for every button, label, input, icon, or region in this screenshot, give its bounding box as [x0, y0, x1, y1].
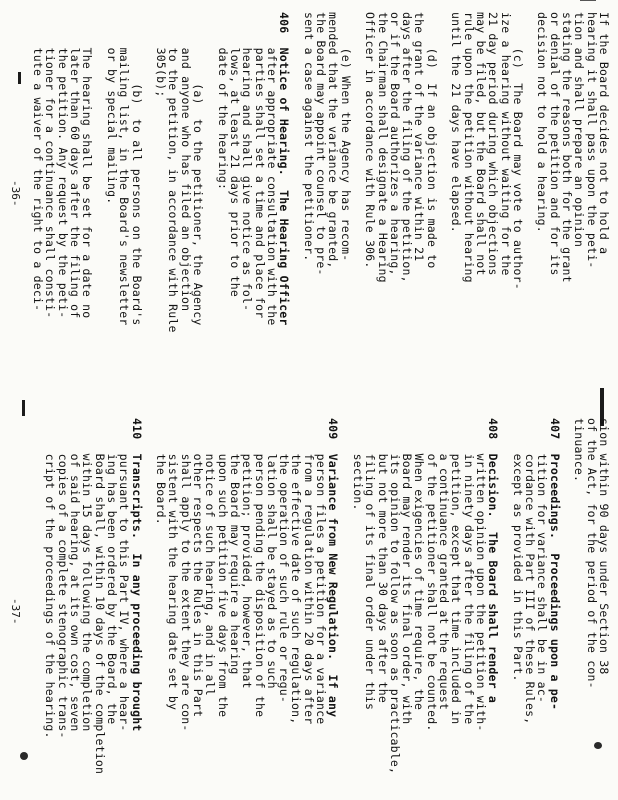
- left-page-text-line: hearing it shall pass upon the peti-: [584, 12, 599, 269]
- left-page-column: [0, 12, 618, 402]
- left-page-text-line: after appropriate consultation with the: [264, 12, 279, 326]
- right-page-text-line: except as provided in this Part.: [510, 418, 525, 682]
- right-page-text-line: sion within 90 days under Section 38: [597, 418, 611, 675]
- right-page-text-line: of the Act, for the period of the con-: [584, 418, 599, 689]
- right-page-text-line: its opinion to follow as soon as practicable,: [387, 418, 402, 775]
- left-page-text-line: (a) to the petitioner, the Agency: [191, 12, 206, 326]
- right-page-text-line: sistent with the hearing date set by: [166, 418, 181, 711]
- right-page-text-line: 408 Decision. The Board shall render a: [486, 418, 501, 703]
- left-page-text-line: mailing list, in the Board's newsletter: [117, 12, 132, 326]
- right-page-text-line: petition, except that time included in: [449, 418, 464, 725]
- left-page-text-line: until the 21 days have elapsed.: [449, 12, 464, 233]
- left-page-text-line: tioner for a continuance shall consti-: [43, 12, 58, 319]
- right-page-text-line: written opinion upon the petition with-: [474, 418, 488, 732]
- left-page-text-line: Officer in accordance with Rule 306.: [363, 12, 378, 269]
- right-page-text-line: person files a petition for a variance: [314, 418, 329, 725]
- left-page-text-line: or if the Board authorizes a hearing,: [387, 12, 402, 276]
- right-page-text-line: the effective date of such regulation,: [289, 418, 304, 725]
- right-page-text-line: of the petitioner shall not be counted.: [424, 418, 439, 732]
- right-page-text-line: upon such petition five days from the: [215, 418, 230, 718]
- left-page-text-line: the petition. Any request by the peti-: [55, 12, 70, 319]
- right-page-text-line: the operation of such rule or regu-: [277, 418, 292, 703]
- left-page-text-line: to the petition, in accordance with Rule: [166, 12, 181, 333]
- right-page-text-line: in ninety days after the filing of the: [461, 418, 476, 725]
- left-page-text-line: (b) to all persons on the Board's: [129, 12, 144, 326]
- right-page-text-line: When exigencies of time require, the: [412, 418, 427, 711]
- left-page-text-line: The hearing shall be set for a date no: [80, 12, 95, 319]
- right-page-text-line: within 15 days following the completion: [80, 418, 95, 732]
- left-page-text-line: (e) When the Agency has recom-: [338, 12, 353, 262]
- right-page-text-line: copies of a complete stenographic trans-: [55, 418, 70, 739]
- right-page-text-line: a continuance granted at the request: [437, 418, 452, 711]
- right-page-text-line: Board shall, within 10 days of the completion: [92, 418, 107, 775]
- right-page-text-line: but not more than 30 days after the: [375, 418, 390, 703]
- left-page-text-line: the grant of the variance within 21: [412, 12, 427, 262]
- left-page-text-line: the Chairman shall designate a Hearing: [375, 12, 390, 283]
- left-page-text-line: 305(b);: [154, 12, 169, 98]
- left-page-text-line: tute a waiver of the right to a deci-: [31, 12, 46, 312]
- left-page-text-line: decision not to hold a hearing.: [535, 12, 550, 233]
- left-page-text-line: (d) If an objection is made to: [424, 12, 439, 269]
- left-page-text-line: or denial of the petition and for its: [547, 12, 562, 276]
- left-page-text-line: 21 day period during which objections: [486, 12, 501, 276]
- right-page-text-line: person pending the disposition of the: [252, 418, 267, 718]
- right-page-number: -37-: [9, 598, 22, 625]
- left-page-text-line: may be filed, but the Board shall not: [474, 12, 488, 276]
- left-page-text-line: If the Board decides not to hold a: [597, 12, 611, 255]
- left-page-text-line: date of the hearing:: [215, 12, 230, 191]
- right-page-text-line: 410 Transcripts. In any proceeding brought: [129, 418, 144, 732]
- right-page-text-line: shall apply to the extent they are con-: [178, 418, 193, 732]
- right-page-text-line: the Board may require a hearing: [228, 418, 242, 675]
- right-page-text-line: the Board.: [154, 418, 169, 525]
- right-page-text-line: Board may render its final order, with: [400, 418, 415, 725]
- right-page-text-line: pursuant to this Part IV, where a hear-: [117, 418, 132, 732]
- right-page-text-line: lation shall be stayed as to such: [264, 418, 279, 689]
- left-page-text-line: and anyone who has filed an objection: [178, 12, 193, 312]
- left-page-text-line: rule upon the petition without hearing: [461, 12, 476, 283]
- left-page-text-line: 406 Notice of Hearing. The Hearing Officer: [277, 12, 292, 326]
- right-page-text-line: 409 Variance from New Regulation. If any: [326, 418, 341, 718]
- left-page-number: -36-: [9, 180, 22, 207]
- left-page-text-line: mended that the variance be granted,: [326, 12, 341, 269]
- right-page-text-line: ing has been ordered by the Board, the: [105, 418, 119, 725]
- right-page-text-line: cordance with Part III of these Rules,: [523, 418, 538, 725]
- right-page-text-line: other respects the Rules in this Part: [191, 418, 206, 718]
- left-page-text-line: the Board may appoint counsel to pre-: [314, 12, 329, 276]
- left-page-text-line: parties shall set a time and place for: [252, 12, 267, 319]
- right-page-text-line: of said hearing, at its own cost, seven: [68, 418, 83, 732]
- left-page-text-line: later than 60 days after the filing of: [68, 12, 83, 319]
- left-page-text-line: lows, at least 21 days prior to the: [228, 12, 242, 297]
- right-page-text-line: petition; provided, however, that: [240, 418, 255, 689]
- left-page-text-line: stating the reasons both for the grant: [560, 12, 575, 283]
- left-page-text-line: sent a case against the petitioner.: [301, 12, 316, 262]
- left-page-text-line: hearing and shall give notice as fol-: [240, 12, 255, 312]
- left-page-text-line: ize a hearing without waiting for the: [498, 12, 513, 276]
- right-page-text-line: cript of the proceedings of the hearing.: [43, 418, 58, 739]
- left-page-text-line: or by special mailing.: [105, 12, 119, 205]
- right-page-text-line: filing of its final order under this: [363, 418, 378, 711]
- right-page-text-line: tinuance.: [572, 418, 587, 483]
- left-page-text-line: (c) The Board may vote to author-: [510, 12, 525, 290]
- right-page-text-line: notice of such hearing, and in all: [203, 418, 218, 696]
- right-page-text-line: from a regulation within 20 days after: [301, 418, 316, 725]
- right-page-text-line: section.: [351, 418, 365, 511]
- right-page-column: [0, 418, 618, 800]
- right-page-text-line: 407 Proceedings. Proceedings upon a pe-: [547, 418, 562, 711]
- left-page-text-line: tion and shall prepare an opinion: [572, 12, 587, 248]
- right-page-text-line: tition for variance shall be in ac-: [535, 418, 550, 703]
- left-page-text-line: days after the filing of the petition,: [400, 12, 415, 283]
